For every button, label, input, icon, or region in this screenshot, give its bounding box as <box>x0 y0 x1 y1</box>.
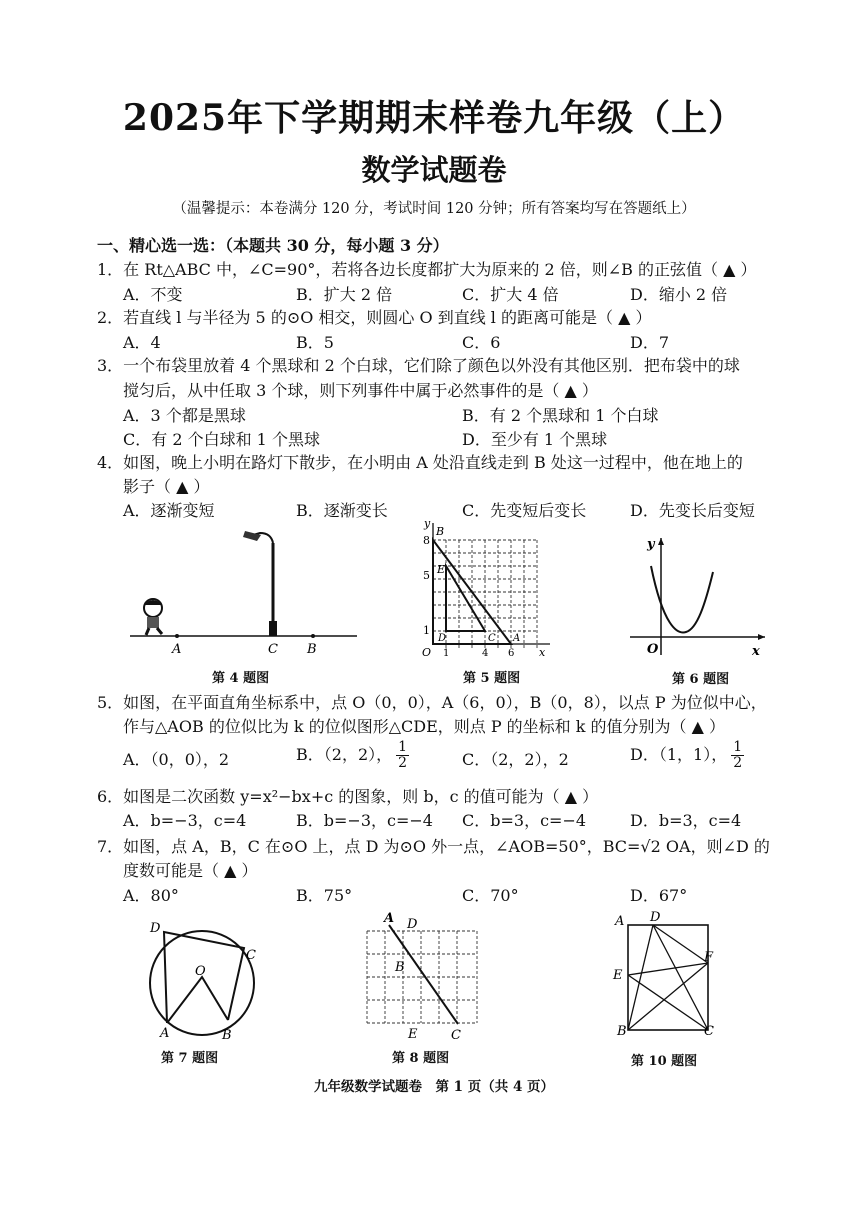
svg-text:6: 6 <box>508 648 515 659</box>
fig8-caption: 第 8 题图 <box>392 1051 450 1066</box>
q5-stem-line2: 作与△AOB 的位似比为 k 的位似图形△CDE，则点 P 的坐标和 k 的值分别为（ ▲ ） <box>123 717 726 736</box>
svg-text:C: C <box>451 1028 461 1043</box>
angle-aob <box>167 977 228 1023</box>
svg-text:D: D <box>150 921 161 936</box>
fig4-label-a: A <box>172 642 182 657</box>
fig4-label-c: C <box>268 642 278 657</box>
svg-text:E: E <box>437 563 446 576</box>
triangle-cde <box>446 566 485 631</box>
svg-text:A: A <box>615 914 625 929</box>
q5-option-c: C．（2，2），2 <box>462 750 569 769</box>
fig4-caption: 第 4 题图 <box>212 671 270 686</box>
q5-option-d-wrap <box>630 740 744 771</box>
svg-text:y: y <box>424 517 431 530</box>
svg-text:B: B <box>436 525 445 538</box>
svg-text:x: x <box>539 646 546 659</box>
q4-option-b: B．逐渐变长 <box>296 501 388 520</box>
grid-lines <box>433 540 537 650</box>
q6-option-d: D．b=3，c=4 <box>630 811 742 830</box>
grid-lines <box>367 931 477 1023</box>
q3-option-a: A．3 个都是黑球 <box>123 406 246 425</box>
svg-text:D: D <box>650 910 661 925</box>
q4-stem-line2: 影子（ ▲ ） <box>123 477 210 496</box>
svg-text:B: B <box>617 1024 627 1039</box>
svg-text:A: A <box>160 1026 170 1040</box>
q3-stem-line1: 3．一个布袋里放着 4 个黑球和 2 个白球，它们除了颜色以外没有其他区别．把布袋中的球 <box>97 356 740 375</box>
svg-text:8: 8 <box>423 534 430 547</box>
q4-stem-line1: 4．如图，晚上小明在路灯下散步，在小明由 A 处沿直线走到 B 处这一过程中，他在地上的 <box>97 453 743 472</box>
q6-stem: 6．如图是二次函数 y=x²−bx+c 的图象，则 b，c 的值可能为（ ▲ ） <box>97 787 599 806</box>
q3-option-b: B．有 2 个黑球和 1 个白球 <box>462 406 659 425</box>
exam-tip: （温馨提示：本卷满分 120 分，考试时间 120 分钟；所有答案均写在答题纸上） <box>172 201 696 217</box>
boy-figure <box>144 599 162 635</box>
q1-option-a: A．不变 <box>123 285 183 304</box>
figure-6-parabola <box>625 530 770 660</box>
svg-text:E: E <box>408 1027 418 1042</box>
q5-option-a: A．（0，0），2 <box>123 750 230 769</box>
section-heading: 一、精心选一选：（本题共 30 分，每小题 3 分） <box>97 236 449 255</box>
q3-option-c: C．有 2 个白球和 1 个黑球 <box>123 430 320 449</box>
svg-text:4: 4 <box>482 648 489 659</box>
q6-option-c: C．b=3，c=−4 <box>462 811 587 830</box>
svg-text:D: D <box>407 917 418 932</box>
exam-title: 2025年下学期期末样卷九年级（上） <box>122 97 746 139</box>
q2-option-d: D．7 <box>630 333 670 352</box>
figure-4-streetlight <box>125 525 365 660</box>
q4-option-c: C．先变短后变长 <box>462 501 587 520</box>
q4-option-a: A．逐渐变短 <box>123 501 215 520</box>
q1-option-c: C．扩大 4 倍 <box>462 285 559 304</box>
figure-10-square <box>608 908 733 1043</box>
q7-option-a: A．80° <box>123 886 179 905</box>
q5-option-b-fraction: $\frac{1}{2}$ <box>398 739 408 771</box>
figure-5-coordinate-grid <box>418 515 558 663</box>
svg-text:1: 1 <box>443 648 450 659</box>
svg-text:B: B <box>222 1028 232 1040</box>
figure-8-grid <box>362 908 487 1043</box>
q5-option-d-fraction: $\frac{1}{2}$ <box>733 739 743 771</box>
q6-option-a: A．b=−3，c=4 <box>123 811 247 830</box>
svg-text:A: A <box>513 633 521 644</box>
q4-option-d: D．先变长后变短 <box>630 501 755 520</box>
q2-option-c: C．6 <box>462 333 501 352</box>
q5-option-b-wrap <box>296 740 409 771</box>
svg-text:B: B <box>395 960 405 975</box>
fig5-caption: 第 5 题图 <box>463 671 521 686</box>
q2-stem: 2．若直线 l 与半径为 5 的⊙O 相交，则圆心 O 到直线 l 的距离可能是（ ▲ ） <box>97 308 652 327</box>
svg-text:C: C <box>704 1024 714 1039</box>
svg-text:y: y <box>647 537 655 552</box>
svg-text:D: D <box>438 633 447 644</box>
exam-subtitle: 数学试题卷 <box>361 153 507 187</box>
svg-text:x: x <box>752 644 760 659</box>
lamp-base <box>269 621 277 636</box>
figure-7-circle <box>140 915 270 1040</box>
q7-stem-line2: 度数可能是（ ▲ ） <box>123 861 258 880</box>
q6-option-b: B．b=−3，c=−4 <box>296 811 433 830</box>
q7-option-d: D．67° <box>630 886 688 905</box>
svg-text:O: O <box>647 642 659 657</box>
svg-text:F: F <box>704 950 714 965</box>
fig10-caption: 第 10 题图 <box>631 1054 698 1069</box>
svg-text:5: 5 <box>423 569 430 582</box>
q5-option-b: B．（2，2）， <box>296 745 393 764</box>
fig7-caption: 第 7 题图 <box>161 1051 219 1066</box>
q3-stem-line2: 搅匀后，从中任取 3 个球，则下列事件中属于必然事件的是（ ▲ ） <box>123 381 598 400</box>
q1-stem: 1．在 Rt△ABC 中，∠C=90°，若将各边长度都扩大为原来的 2 倍，则∠B 的正弦值（ ▲ ） <box>97 260 757 279</box>
svg-text:O: O <box>422 646 432 659</box>
fig6-caption: 第 6 题图 <box>672 672 730 687</box>
q7-option-c: C．70° <box>462 886 519 905</box>
q5-stem-line1: 5．如图，在平面直角坐标系中，点 O（0，0），A（6，0），B（0，8），以点 P 为位似中心， <box>97 693 767 712</box>
svg-text:1: 1 <box>423 624 430 637</box>
svg-text:C: C <box>488 633 496 644</box>
svg-text:A: A <box>384 911 395 926</box>
page-footer: 九年级数学试题卷 第 1 页（共 4 页） <box>313 1079 555 1095</box>
q2-option-a: A．4 <box>123 333 161 352</box>
fig4-label-b: B <box>307 642 317 657</box>
q7-option-b: B．75° <box>296 886 353 905</box>
svg-text:C: C <box>246 948 256 963</box>
q7-stem-line1: 7．如图，点 A，B，C 在⊙O 上，点 D 为⊙O 外一点，∠AOB=50°，BC=√2 OA，则∠D 的 <box>97 837 770 856</box>
q2-option-b: B．5 <box>296 333 334 352</box>
svg-text:O: O <box>195 964 206 979</box>
q3-option-d: D．至少有 1 个黑球 <box>462 430 608 449</box>
q1-option-d: D．缩小 2 倍 <box>630 285 728 304</box>
q1-option-b: B．扩大 2 倍 <box>296 285 393 304</box>
q5-option-d: D．（1，1）， <box>630 745 728 764</box>
svg-text:E: E <box>613 968 623 983</box>
